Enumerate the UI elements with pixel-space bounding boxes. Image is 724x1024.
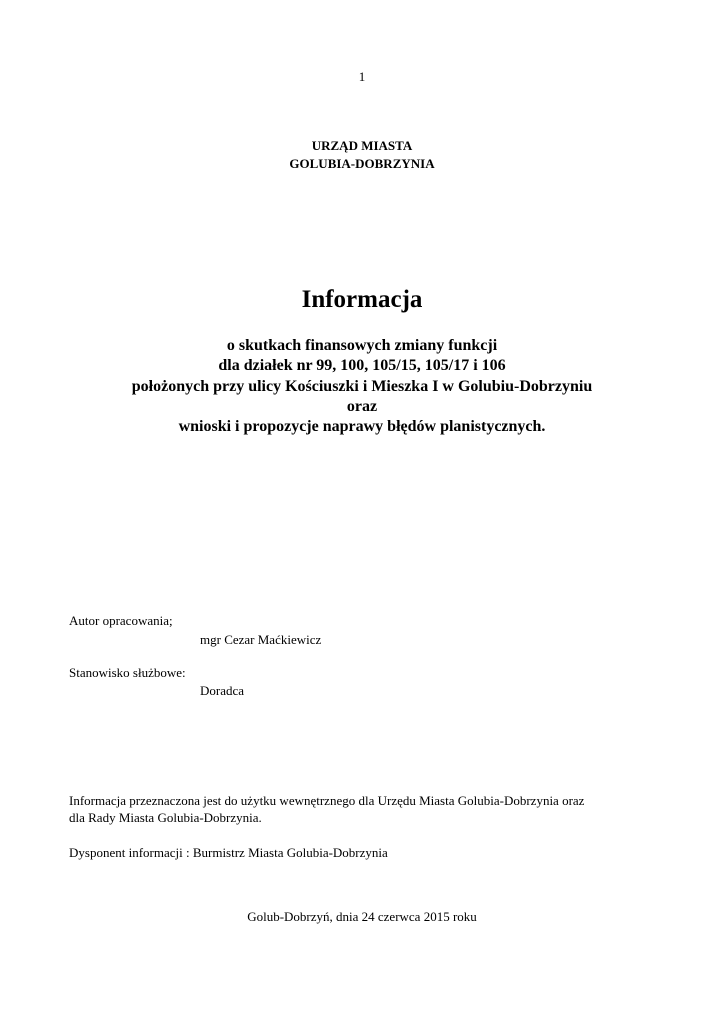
position-label: Stanowisko służbowe: <box>69 665 186 680</box>
subtitle-line-4: oraz <box>346 398 378 415</box>
page-number: 1 <box>358 69 366 84</box>
info-text-line-1: Informacja przeznaczona jest do użytku wewnętrznego dla Urzędu Miasta Golubia-Dobrzynia oraz <box>69 793 585 808</box>
subtitle-line-5: wnioski i propozycje naprawy błędów planistycznych. <box>178 418 546 435</box>
info-text-line-2: dla Rady Miasta Golubia-Dobrzynia. <box>69 810 262 825</box>
office-name-line-2: GOLUBIA-DOBRZYNIA <box>289 156 435 171</box>
subtitle-line-1: o skutkach finansowych zmiany funkcji <box>226 337 498 354</box>
author-label: Autor opracowania; <box>69 613 173 628</box>
place-and-date: Golub-Dobrzyń, dnia 24 czerwca 2015 roku <box>247 909 477 924</box>
document-title: Informacja <box>301 286 423 313</box>
author-name: mgr Cezar Maćkiewicz <box>200 632 322 647</box>
office-name-line-1: URZĄD MIASTA <box>311 138 413 153</box>
information-disposer: Dysponent informacji : Burmistrz Miasta Golubia-Dobrzynia <box>69 845 388 860</box>
position-value: Doradca <box>200 683 245 698</box>
subtitle-line-3: położonych przy ulicy Kościuszki i Mieszka I w Golubiu-Dobrzyniu <box>131 378 593 395</box>
subtitle-line-2: dla działek nr 99, 100, 105/15, 105/17 i 106 <box>218 357 506 374</box>
